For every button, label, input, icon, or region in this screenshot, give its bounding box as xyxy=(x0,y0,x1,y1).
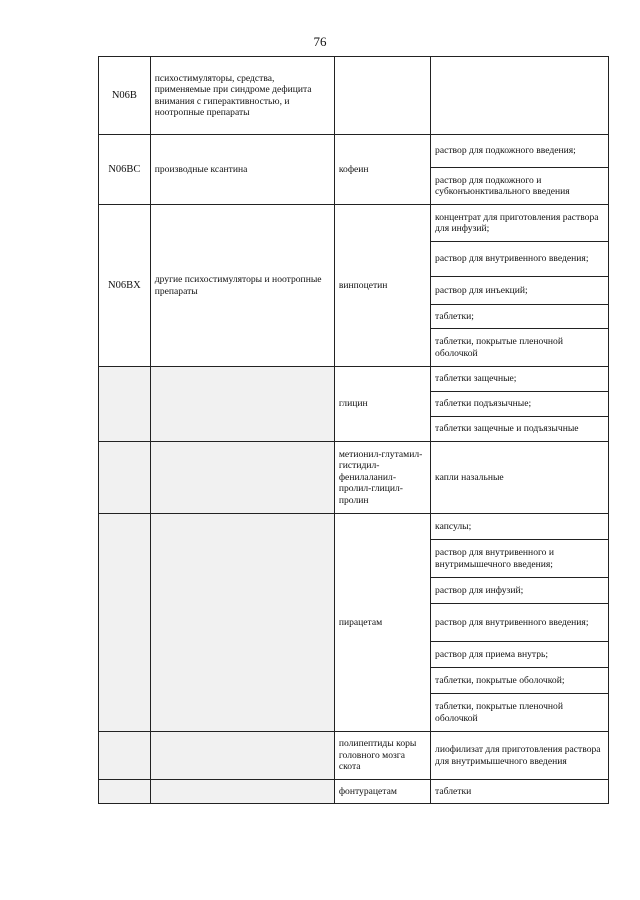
dosage-form-cell: таблетки xyxy=(431,780,609,804)
dosage-form-cell: таблетки защечные и подъязычные xyxy=(431,417,609,442)
dosage-form-cell: капсулы; xyxy=(431,514,609,540)
dosage-form-cell: таблетки, покрытые оболочкой; xyxy=(431,668,609,694)
dosage-form-cell: таблетки, покрытые пленочной оболочкой xyxy=(431,694,609,732)
drug-table xyxy=(98,56,609,804)
dosage-form-cell: раствор для внутривенного и внутримышечного введения; xyxy=(431,540,609,578)
group-name-cell: другие психостимуляторы и ноотропные препараты xyxy=(150,205,334,367)
atc-code-cell xyxy=(99,732,151,780)
drug-name-cell xyxy=(334,57,430,135)
table-body xyxy=(99,57,609,804)
atc-code-cell: N06BC xyxy=(99,135,151,205)
group-name-cell xyxy=(150,514,334,732)
table-row xyxy=(99,442,609,514)
atc-code-cell xyxy=(99,514,151,732)
dosage-form-cell: таблетки, покрытые пленочной оболочкой xyxy=(431,329,609,367)
group-name-cell: производные ксантина xyxy=(150,135,334,205)
atc-code-cell xyxy=(99,780,151,804)
dosage-form-cell: таблетки защечные; xyxy=(431,367,609,392)
drug-name-cell: метионил-глутамил-гистидил-фенилаланил-пролил-глицил-пролин xyxy=(334,442,430,514)
atc-code-cell xyxy=(99,367,151,442)
group-name-cell xyxy=(150,367,334,442)
dosage-form-cell: раствор для подкожного введения; xyxy=(431,135,609,168)
table-row xyxy=(99,514,609,540)
dosage-form-cell: раствор для приема внутрь; xyxy=(431,642,609,668)
group-name-cell xyxy=(150,780,334,804)
page-number: 76 xyxy=(313,34,327,49)
dosage-form-cell: таблетки подъязычные; xyxy=(431,392,609,417)
table-row xyxy=(99,205,609,242)
drug-name-cell: полипептиды коры головного мозга скота xyxy=(334,732,430,780)
dosage-form-cell: раствор для внутривенного введения; xyxy=(431,242,609,277)
dosage-form-cell: раствор для внутривенного введения; xyxy=(431,604,609,642)
dosage-form-cell: раствор для инфузий; xyxy=(431,578,609,604)
dosage-form-cell: концентрат для приготовления раствора для инфузий; xyxy=(431,205,609,242)
dosage-form-cell xyxy=(431,57,609,135)
drug-name-cell: фонтурацетам xyxy=(334,780,430,804)
atc-code-cell: N06B xyxy=(99,57,151,135)
dosage-form-cell: капли назальные xyxy=(431,442,609,514)
atc-code-cell xyxy=(99,442,151,514)
dosage-form-cell: раствор для инъекций; xyxy=(431,277,609,305)
group-name-cell: психостимуляторы, средства, применяемые при синдроме дефицита внимания с гиперактивностью, и ноотропные препараты xyxy=(150,57,334,135)
drug-name-cell: глицин xyxy=(334,367,430,442)
table-row xyxy=(99,732,609,780)
table-row xyxy=(99,780,609,804)
table-row xyxy=(99,57,609,135)
drug-name-cell: винпоцетин xyxy=(334,205,430,367)
dosage-form-cell: лиофилизат для приготовления раствора для внутримышечного введения xyxy=(431,732,609,780)
dosage-form-cell: раствор для подкожного и субконъюнктивального введения xyxy=(431,168,609,205)
table-row xyxy=(99,367,609,392)
group-name-cell xyxy=(150,732,334,780)
drug-name-cell: пирацетам xyxy=(334,514,430,732)
group-name-cell xyxy=(150,442,334,514)
drug-name-cell: кофеин xyxy=(334,135,430,205)
dosage-form-cell: таблетки; xyxy=(431,305,609,329)
table-row xyxy=(99,135,609,168)
atc-code-cell: N06BX xyxy=(99,205,151,367)
